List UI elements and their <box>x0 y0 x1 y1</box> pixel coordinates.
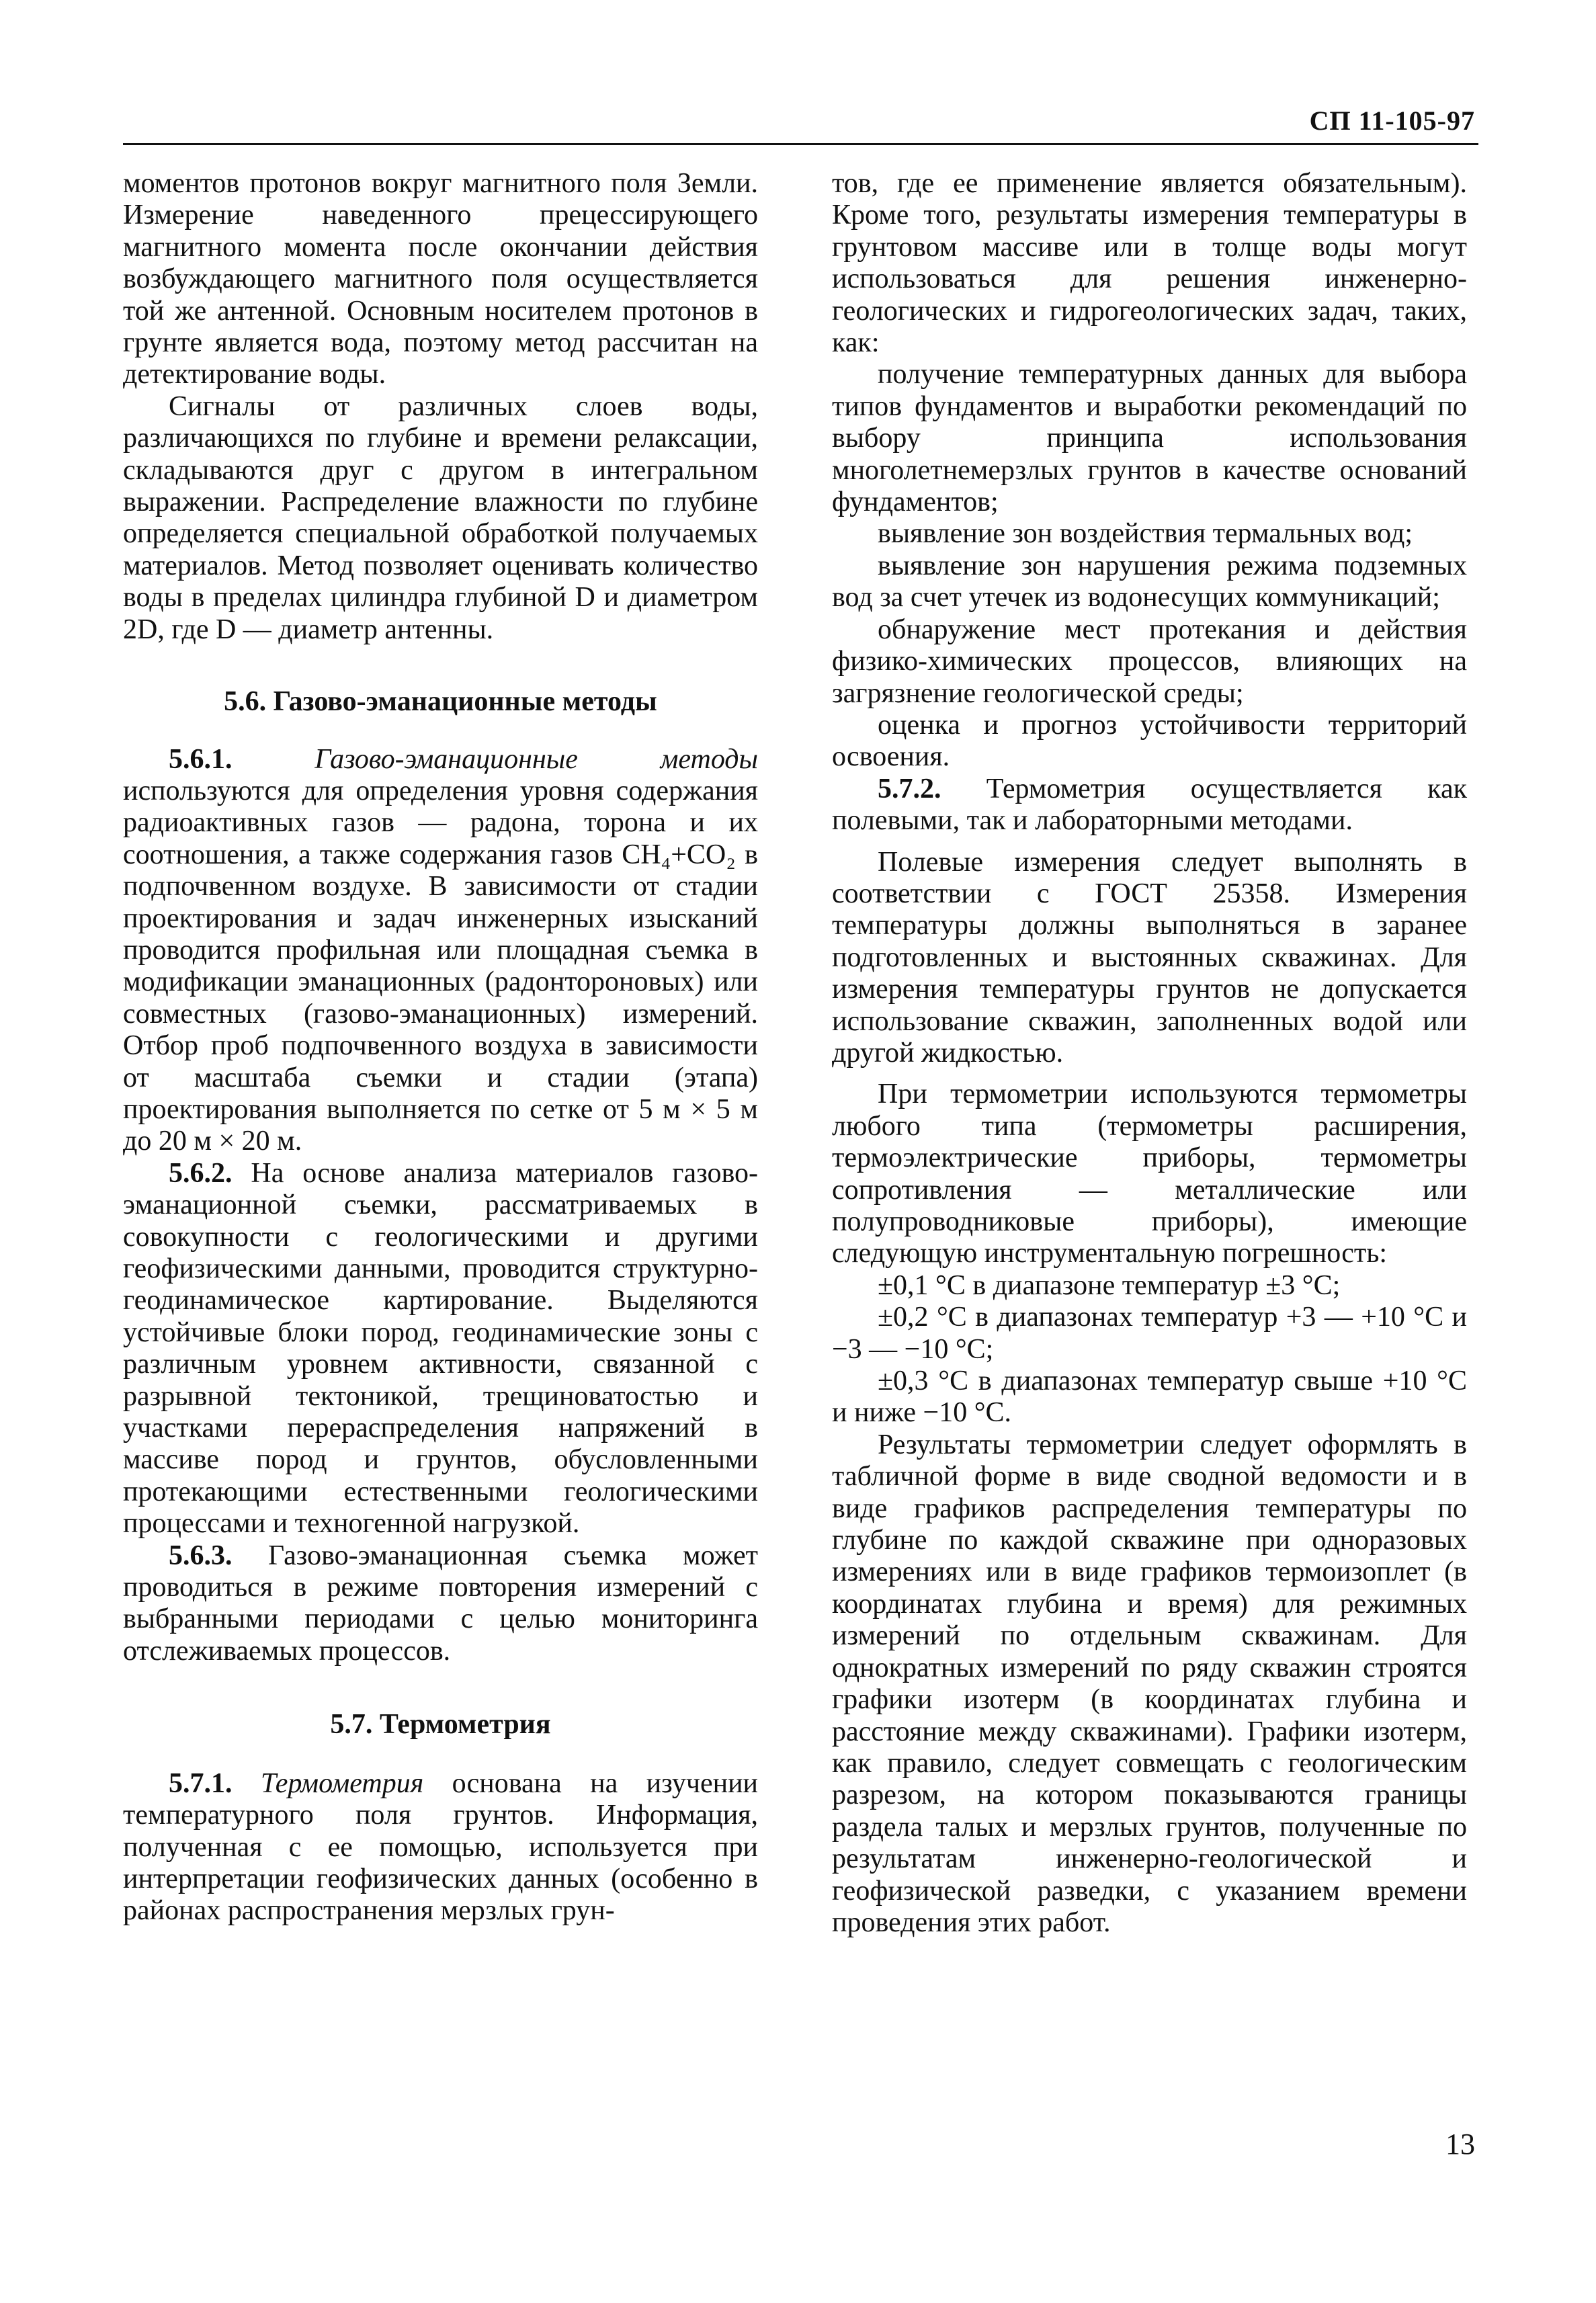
section-heading-5-6: 5.6. Газово-эманационные методы <box>224 686 657 718</box>
paragraph: При термометрии используются термометры любого типа (термометры расширения, термоэлектрические приборы, термометры сопротивления — металлические или полупроводниковые приборы), имеющие следующую инструментальную погрешность: <box>832 1079 1467 1269</box>
clause-text: На основе анализа материалов газово-эманационной съемки, рассматриваемых в совокупности с геологическими и другими геофизическими данными, проводится структурно-геодинамическое картирование. Выделяются устойчивые блоки пород, геодинамические зоны с различным уровнем активности, связанной с разрывной тектоникой, трещиноватостью и участками перераспределения напряжений в массиве пород и грунтов, обусловленными протекающими естественными геологическими процессами и техногенной нагрузкой. <box>123 1157 759 1540</box>
paragraph: моментов протонов вокруг магнитного поля Земли. Измерение наведенного прецессирующего магнитного момента после окончании действия возбуждающего магнитного поля осуществляется той же антенной. Основным носителем протонов в грунте является вода, поэтому метод рассчитан на детектирование воды. <box>123 168 758 390</box>
list-item: обнаружение мест протекания и действия физико-химических процессов, влияющих на загрязнение геологической среды; <box>832 614 1467 709</box>
list-item: выявление зон нарушения режима подземных вод за счет утечек из водонесущих коммуникаций; <box>832 550 1467 614</box>
term: Термометрия <box>260 1767 424 1799</box>
paragraph: Полевые измерения следует выполнять в соответствии с ГОСТ 25358. Измерения температуры должны выполняться в заранее подготовленных и выстоянных скважинах. Для измерения температуры грунтов не допускается использование скважин, заполненных водой или другой жидкостью. <box>832 846 1467 1069</box>
paragraph: Результаты термометрии следует оформлять в табличной форме в виде сводной ведомости и в виде графиков распределения температуры по глубине по каждой скважине при одноразовых измерениях или в виде графиков термоизоплет (в координатах глубина и время) для режимных измерений по отдельным скважинам. Для однократных измерений по ряду скважин строятся графики изотерм (в координатах глубина и расстояние между скважинами). Графики изотерм, как правило, следует совмещать с геологическим разрезом, на котором показываются границы раздела талых и мерзлых грунтов, полученные по результатам инженерно-геологической и геофизической разведки, с указанием времени проведения этих работ. <box>832 1429 1467 1938</box>
right-column <box>832 168 1467 1939</box>
clause-text: Газово-эманационная съемка может проводиться в режиме повторения измерений с выбранными периодами с целью мониторинга отслеживаемых процессов. <box>123 1540 759 1667</box>
clause-number: 5.6.1. <box>169 743 233 775</box>
paragraph-5-6-2 <box>123 1158 758 1540</box>
clause-number: 5.6.3. <box>169 1540 233 1571</box>
accuracy-item: ±0,2 °С в диапазонах температур +3 — +10 °С и −3 — −10 °С; <box>832 1302 1467 1365</box>
accuracy-item: ±0,1 °С в диапазоне температур ±3 °С; <box>878 1269 1341 1301</box>
clause-number: 5.6.2. <box>169 1157 233 1189</box>
clause-text: используются для определения уровня содержания радиоактивных газов — радона, торона и их соотношения, а также содержания газов CH₄+CO₂ в подпочвенном воздухе. В зависимости от стадии проектирования и задач инженерных изысканий проводится профильная или площадная съемка в модификации эманационных (радонтороновых) или совместных (газово-эманационных) измерений. Отбор проб подпочвенного воздуха в зависимости от масштаба съемки и стадии (этапа) проектирования выполняется по сетке от 5 м × 5 м до 20 м × 20 м. <box>123 775 758 1157</box>
section-heading-5-7: 5.7. Термометрия <box>330 1709 551 1741</box>
paragraph-5-7-1 <box>123 1768 758 1927</box>
clause-text: основана на изучении температурного поля грунтов. Информация, полученная с ее помощью, используется при интерпретации геофизических данных (особенно в районах распространения мерзлых грун- <box>123 1767 759 1927</box>
header-rule <box>123 143 1478 145</box>
clause-number: 5.7.1. <box>169 1767 233 1799</box>
clause-text: Термометрия осуществляется как полевыми, так и лабораторными методами. <box>832 773 1467 837</box>
list-item: оценка и прогноз устойчивости территорий освоения. <box>832 709 1467 773</box>
left-column <box>123 168 758 1927</box>
paragraph: Сигналы от различных слоев воды, различающихся по глубине и времени релаксации, складываются друг с другом в интегральном выражении. Распределение влажности по глубине определяется специальной обработкой получаемых материалов. Метод позволяет оценивать количество воды в пределах цилиндра глубиной D и диаметром 2D, где D — диаметр антенны. <box>123 390 758 645</box>
list-item: выявление зон воздействия термальных вод; <box>878 518 1413 550</box>
paragraph-5-7-2 <box>832 773 1467 837</box>
accuracy-item: ±0,3 °С в диапазонах температур свыше +10 °С и ниже −10 °С. <box>832 1366 1467 1429</box>
term: Газово-эманационные методы <box>314 743 758 775</box>
clause-number: 5.7.2. <box>878 773 941 804</box>
list-item: получение температурных данных для выбора типов фундаментов и выработки рекомендаций по выбору принципа использования многолетнемерзлых грунтов в качестве оснований фундаментов; <box>832 359 1467 518</box>
page-number: 13 <box>1445 2128 1475 2161</box>
paragraph-5-6-3 <box>123 1540 758 1668</box>
paragraph-5-6-1 <box>123 744 758 1158</box>
paragraph: тов, где ее применение является обязательным). Кроме того, результаты измерения температуры в грунтовом массиве или в толще воды могут использоваться для решения инженерно-геологических и гидрогеологических задач, таких, как: <box>832 168 1467 359</box>
document-code: СП 11-105-97 <box>1309 106 1475 136</box>
